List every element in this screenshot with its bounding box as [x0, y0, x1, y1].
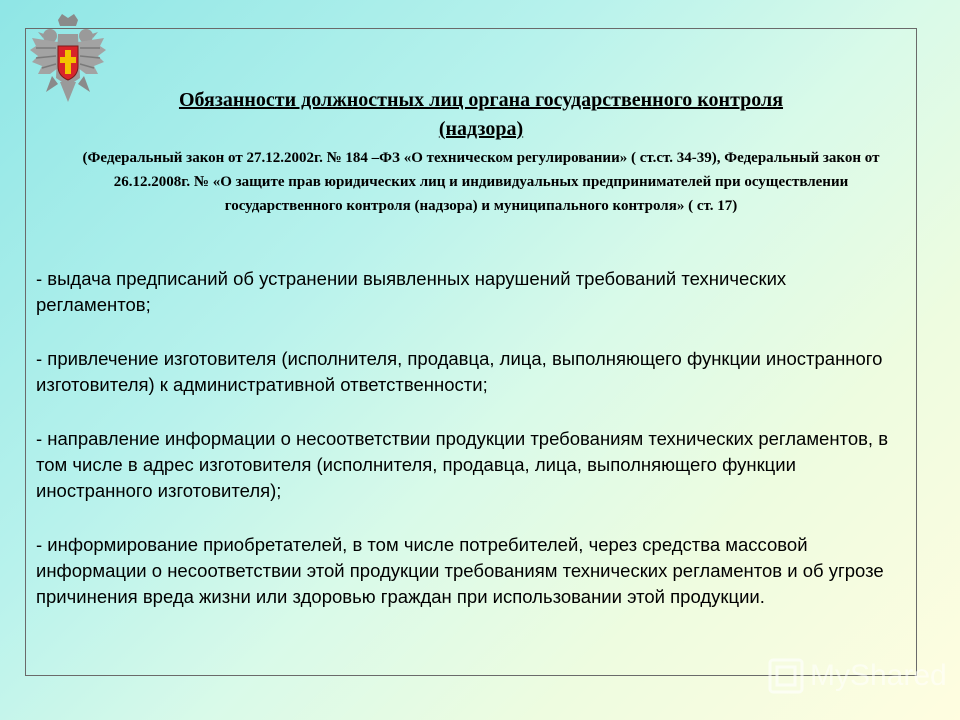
- list-item: - привлечение изготовителя (исполнителя, продавца, лица, выполняющего функции иностранного изготовителя) к административной ответственности;: [36, 348, 883, 395]
- watermark-text: MyShared: [810, 659, 947, 692]
- title-block: [38, 86, 924, 218]
- list-item: - направление информации о несоответствии продукции требованиям технических регламентов, в том числе в адрес изготовителя (исполнителя, продавца, лица, выполняющего функции иностранного изготовителя);: [36, 428, 889, 501]
- page-title-line-2: (надзора): [438, 118, 524, 140]
- duties-list: [36, 266, 906, 638]
- list-item: - информирование приобретателей, в том числе потребителей, через средства массовой информации о несоответствии этой продукции требованиям технических регламентов и об угрозе причинения вреда жизни или здоровью граждан при использовании этой продукции.: [36, 534, 884, 607]
- page-title: [38, 86, 924, 144]
- watermark-logo-icon: [768, 658, 804, 694]
- list-item: - выдача предписаний об устранении выявленных нарушений требований технических регламентов;: [36, 268, 787, 315]
- law-references: (Федеральный закон от 27.12.2002г. № 184 –ФЗ «О техническом регулировании» ( ст.ст. 34-39), Федеральный закон от 26.12.2008г. № «О защите прав юридических лиц и индивидуальных предпринимателей при осуществлении государственного контроля (надзора) и муниципального контроля» ( ст. 17): [82, 150, 880, 214]
- page-title-line-1: Обязанности должностных лиц органа государственного контроля: [178, 89, 784, 111]
- watermark: [768, 656, 947, 696]
